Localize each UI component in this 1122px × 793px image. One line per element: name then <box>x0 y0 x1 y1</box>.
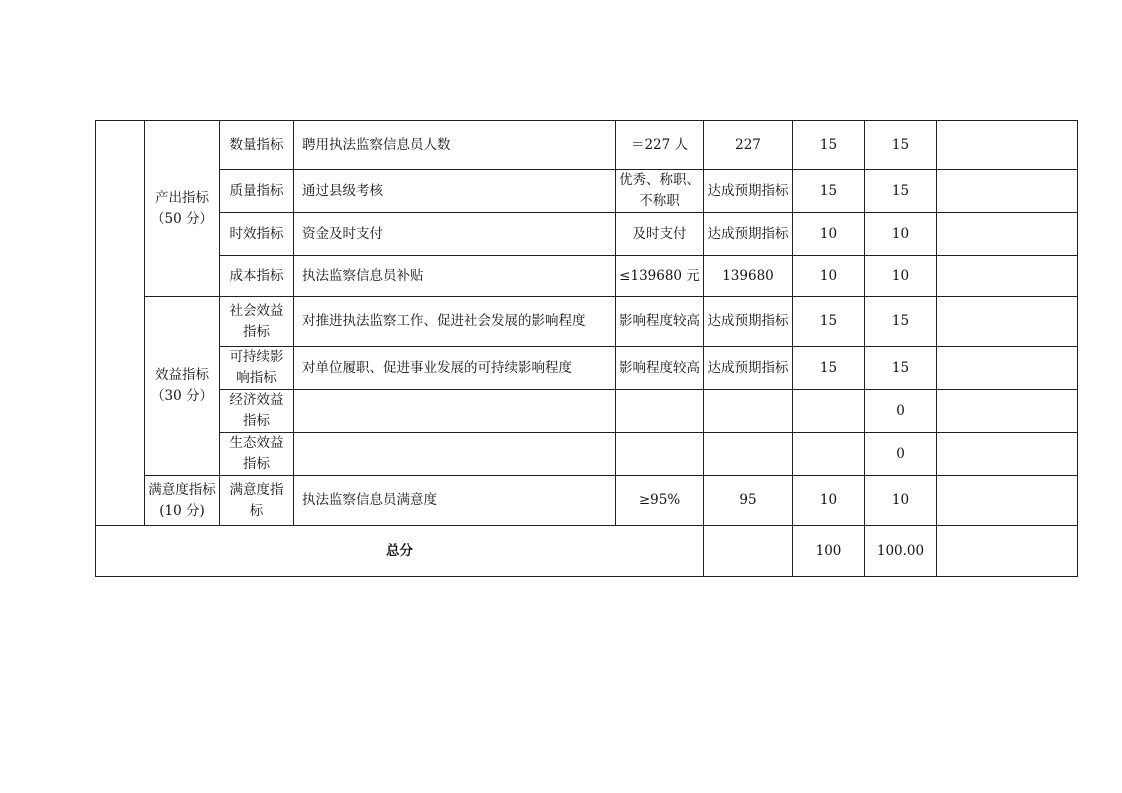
table-row <box>96 433 1078 476</box>
indicator-content-cell <box>294 433 616 476</box>
indicator-content-cell <box>294 390 616 433</box>
indicator-type-cell: 可持续影响指标 <box>220 347 294 390</box>
actual-value-cell: 达成预期指标 <box>704 347 793 390</box>
score-cell: 15 <box>865 297 937 347</box>
table-row <box>96 256 1078 297</box>
level1-cell <box>96 121 145 526</box>
target-value-cell: ≥95% <box>616 476 704 526</box>
table-row <box>96 347 1078 390</box>
table-row <box>96 213 1078 256</box>
weight-cell: 10 <box>793 256 865 297</box>
note-cell <box>937 476 1078 526</box>
table-row <box>96 297 1078 347</box>
score-cell: 0 <box>865 390 937 433</box>
note-cell <box>937 256 1078 297</box>
actual-value-cell: 95 <box>704 476 793 526</box>
weight-cell: 15 <box>793 121 865 170</box>
category-benefit-cell <box>145 297 220 476</box>
target-value-cell: 影响程度较高 <box>616 347 704 390</box>
indicator-type-cell: 成本指标 <box>220 256 294 297</box>
table-row <box>96 476 1078 526</box>
indicator-content-cell: 对单位履职、促进事业发展的可持续影响程度 <box>294 347 616 390</box>
weight-cell <box>793 433 865 476</box>
table-row <box>96 121 1078 170</box>
total-row <box>96 526 1078 577</box>
score-cell: 10 <box>865 256 937 297</box>
performance-table <box>95 120 1078 577</box>
weight-cell: 15 <box>793 347 865 390</box>
actual-value-cell: 139680 <box>704 256 793 297</box>
total-actual-cell <box>704 526 793 577</box>
target-value-cell: ＝227 人 <box>616 121 704 170</box>
score-cell: 15 <box>865 170 937 213</box>
note-cell <box>937 121 1078 170</box>
indicator-type-cell: 时效指标 <box>220 213 294 256</box>
target-value-cell: ≤139680 元 <box>616 256 704 297</box>
indicator-type-cell: 满意度指标 <box>220 476 294 526</box>
indicator-type-cell: 社会效益指标 <box>220 297 294 347</box>
indicator-content-cell: 执法监察信息员满意度 <box>294 476 616 526</box>
note-cell <box>937 390 1078 433</box>
score-cell: 10 <box>865 476 937 526</box>
actual-value-cell: 达成预期指标 <box>704 297 793 347</box>
weight-cell: 10 <box>793 476 865 526</box>
table-row <box>96 390 1078 433</box>
weight-cell: 15 <box>793 170 865 213</box>
actual-value-cell: 达成预期指标 <box>704 213 793 256</box>
weight-cell <box>793 390 865 433</box>
target-value-cell: 影响程度较高 <box>616 297 704 347</box>
total-note-cell <box>937 526 1078 577</box>
actual-value-cell <box>704 433 793 476</box>
category-satisfaction-cell <box>145 476 220 526</box>
score-cell: 15 <box>865 121 937 170</box>
indicator-content-cell: 资金及时支付 <box>294 213 616 256</box>
actual-value-cell: 达成预期指标 <box>704 170 793 213</box>
indicator-type-cell: 数量指标 <box>220 121 294 170</box>
category-label: 效益指标（30 分） <box>151 367 213 404</box>
note-cell <box>937 213 1078 256</box>
note-cell <box>937 170 1078 213</box>
weight-cell: 10 <box>793 213 865 256</box>
score-cell: 0 <box>865 433 937 476</box>
note-cell <box>937 347 1078 390</box>
category-label: 产出指标（50 分） <box>151 189 213 227</box>
weight-cell: 15 <box>793 297 865 347</box>
actual-value-cell: 227 <box>704 121 793 170</box>
target-value-cell: 及时支付 <box>616 213 704 256</box>
score-cell: 15 <box>865 347 937 390</box>
indicator-type-cell: 生态效益指标 <box>220 433 294 476</box>
score-cell: 10 <box>865 213 937 256</box>
table-row <box>96 170 1078 213</box>
indicator-content-cell: 通过县级考核 <box>294 170 616 213</box>
total-weight-cell: 100 <box>793 526 865 577</box>
target-value-cell <box>616 433 704 476</box>
indicator-content-cell: 对推进执法监察工作、促进社会发展的影响程度 <box>294 297 616 347</box>
category-label: 满意度指标(10 分) <box>148 481 216 519</box>
indicator-type-cell: 质量指标 <box>220 170 294 213</box>
target-value-cell <box>616 390 704 433</box>
category-output-cell <box>145 121 220 297</box>
actual-value-cell <box>704 390 793 433</box>
indicator-content-cell: 执法监察信息员补贴 <box>294 256 616 297</box>
note-cell <box>937 297 1078 347</box>
indicator-type-cell: 经济效益指标 <box>220 390 294 433</box>
indicator-content-cell: 聘用执法监察信息员人数 <box>294 121 616 170</box>
note-cell <box>937 433 1078 476</box>
total-score-cell: 100.00 <box>865 526 937 577</box>
target-value-cell: 优秀、称职、不称职 <box>616 170 704 213</box>
total-label: 总分 <box>96 526 704 577</box>
